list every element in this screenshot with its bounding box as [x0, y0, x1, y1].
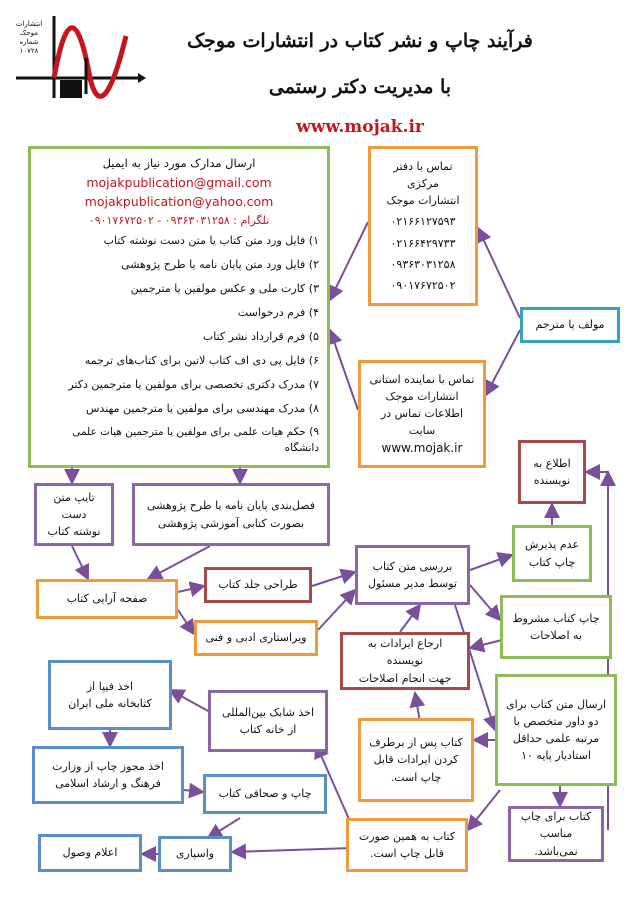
document-item: ۸) مدرک مهندسی برای مولفین یا مترجمین مهندس — [86, 401, 319, 415]
conditional-print-box — [500, 595, 612, 659]
arrow-printable-to-deposit — [232, 848, 352, 852]
cover-design-box — [204, 567, 312, 603]
chapter-division-box — [132, 483, 330, 546]
provincial-website[interactable]: www.mojak.ir — [381, 440, 463, 455]
telegram-numbers: تلگرام : ۰۹۳۶۳۰۳۱۲۵۸ - ۰۹۰۱۷۶۷۲۵۰۲ — [88, 213, 270, 227]
phone-number[interactable]: ۰۲۱۶۶۱۲۷۵۹۳ — [390, 215, 456, 229]
arrow-author-to-provincial — [486, 330, 520, 395]
required-documents-box — [28, 146, 330, 468]
print-label: چاپ و صحافی کتاب — [218, 787, 312, 801]
typing-line: نوشته کتاب — [47, 525, 101, 539]
conditional-line: به اصلاحات — [530, 629, 582, 642]
license-line: اخذ مجوز چاپ از وزارت — [52, 759, 164, 773]
document-item: ۵) فرم قرارداد نشر کتاب — [202, 329, 319, 343]
phone-number[interactable]: ۰۲۱۶۶۴۲۹۷۳۳ — [390, 236, 456, 250]
provincial-line: انتشارات موجک — [385, 389, 459, 403]
arrow-license-to-print — [184, 790, 203, 792]
manuscript-review-box — [355, 545, 470, 605]
document-item: ۴) فرم درخواست — [237, 305, 319, 319]
arrow-shabak-to-fipa — [170, 690, 210, 712]
arrow-provincial-to-docs — [330, 330, 358, 410]
announce-label: اعلام وصول — [62, 846, 118, 860]
return-line: ارجاع ایرادات به نویسنده — [367, 637, 443, 668]
printable-line: کتاب به همین صورت — [358, 829, 456, 843]
afterfix-line: کتاب پس از برطرف — [369, 736, 463, 750]
unsuitable-line: کتاب برای چاپ — [520, 810, 592, 824]
cover-label: طراحی جلد کتاب — [218, 578, 298, 592]
layout-label: صفحه آرایی کتاب — [66, 592, 148, 606]
typing-manuscript-box — [34, 483, 114, 546]
central-office-box — [368, 146, 478, 306]
page-layout-box — [36, 579, 178, 619]
shabak-line: اخذ شابک بین‌المللی — [221, 705, 315, 719]
referee-line: مرتبه علمی حداقل — [512, 732, 600, 745]
documents-title: ارسال مدارک مورد نیاز به ایمیل — [102, 156, 256, 170]
unsuitable-line: مناسب نمی‌باشد. — [534, 827, 578, 858]
arrow-central-to-docs — [330, 222, 368, 300]
arrow-review-to-conditional — [470, 585, 500, 620]
central-office-line: انتشارات موجک — [386, 194, 460, 208]
document-item: ۱) فایل ورد متن کتاب یا متن دست نوشته کتاب — [103, 233, 319, 247]
printable-after-fix-box — [358, 718, 474, 802]
logo-text-1: انتشارات — [15, 20, 43, 28]
page-title: فرآیند چاپ و نشر کتاب در انتشارات موجک — [187, 30, 533, 52]
logo-text-3: شماره — [19, 38, 39, 47]
phone-number[interactable]: ۰۹۰۱۷۶۷۲۵۰۲ — [390, 278, 456, 292]
provincial-line: اطلاعات تماس در سایت — [380, 406, 464, 437]
email-yahoo[interactable]: mojakpublication@yahoo.com — [84, 194, 274, 210]
arrow-typing-to-layout — [72, 546, 88, 579]
referee-review-box — [495, 674, 617, 786]
edit-label: ویراستاری ادبی و فنی — [205, 631, 307, 645]
print-license-box — [32, 746, 184, 804]
document-item: ۷) مدرک دکتری تخصصی برای مولفین یا مترجمین دکتر — [68, 377, 319, 391]
printing-binding-box — [203, 774, 327, 814]
provincial-representative-box — [358, 360, 486, 468]
reject-line: چاپ کتاب — [528, 555, 576, 569]
printable-line: قابل چاپ است. — [369, 847, 445, 860]
arrow-edit-to-review — [318, 590, 355, 630]
arrow-cover-to-review — [312, 572, 355, 586]
document-item: ۲) فایل ورد متن پایان نامه یا طرح پژوهشی — [121, 257, 319, 271]
arrow-review-to-reject — [470, 555, 512, 570]
logo-text-4: ۱۰۷۲۸ — [19, 47, 39, 56]
central-office-line: تماس با دفتر مرکزی — [393, 160, 453, 191]
license-line: فرهنگ و ارشاد اسلامی — [55, 777, 161, 790]
referee-line: استادیار پایه ۱۰ — [521, 749, 591, 763]
referee-line: دو داور متخصص با — [513, 714, 599, 728]
reject-line: عدم پذیرش — [524, 538, 580, 552]
fipa-box — [48, 660, 172, 730]
editing-box — [194, 620, 318, 656]
page-subtitle: با مدیریت دکتر رستمی — [268, 76, 452, 98]
document-item: ۹) حکم هیات علمی برای مولفین یا مترجمین هیات علمی دانشگاه — [72, 425, 319, 455]
notify-line: اطلاع به — [533, 456, 571, 470]
conditional-line: چاپ کتاب مشروط — [512, 611, 600, 625]
afterfix-line: چاپ است. — [390, 770, 442, 784]
arrow-layout-to-edit — [178, 610, 194, 634]
arrow-return-to-review — [400, 605, 420, 632]
author-translator-box — [520, 307, 620, 343]
return-errors-box — [340, 632, 470, 690]
isbn-box — [208, 690, 328, 752]
notify-author-box — [518, 440, 586, 504]
deposit-label: واسپاری — [175, 847, 215, 861]
referee-line: ارسال متن کتاب برای — [505, 697, 607, 711]
logo-text-2: موجک — [20, 29, 38, 38]
receipt-announcement-box — [38, 834, 142, 872]
phone-number[interactable]: ۰۹۳۶۳۰۳۱۲۵۸ — [390, 257, 456, 271]
email-gmail[interactable]: mojakpublication@gmail.com — [86, 174, 272, 190]
arrow-print-to-deposit — [208, 818, 240, 838]
document-item: ۳) کارت ملی و عکس مولفین یا مترجمین — [130, 281, 319, 295]
chapter-line: فصل‌بندی پایان نامه یا طرح پژوهشی — [146, 499, 316, 513]
review-line: بررسی متن کتاب — [372, 559, 453, 573]
notify-line: نویسنده — [533, 474, 571, 487]
chapter-line: بصورت کتابی آموزشی پژوهشی — [157, 516, 305, 530]
afterfix-line: کردن ایرادات قابل — [373, 753, 459, 767]
typing-line: تایپ متن دست — [53, 490, 95, 521]
printable-as-is-box — [346, 818, 468, 872]
shabak-line: از خانه کتاب — [239, 723, 297, 736]
arrow-conditional-to-return — [470, 640, 502, 648]
review-line: توسط مدیر مسئول — [368, 577, 457, 590]
document-item: ۶) فایل پی دی اف کتاب لاتین برای کتاب‌های ترجمه — [84, 353, 319, 367]
website-link[interactable]: www.mojak.ir — [296, 117, 424, 137]
provincial-line: تماس با نماینده استانی — [369, 372, 475, 386]
arrow-chapter-to-layout — [148, 546, 210, 579]
fipa-line: اخذ فیپا از — [86, 679, 134, 693]
arrow-layout-to-cover — [178, 586, 204, 592]
deposit-box — [158, 836, 232, 872]
unsuitable-book-box — [508, 806, 604, 862]
author-label: مولف یا مترجم — [535, 318, 605, 332]
fipa-line: کتابخانه ملی ایران — [68, 697, 152, 710]
return-line: جهت انجام اصلاحات — [358, 671, 452, 685]
rejection-box — [512, 525, 592, 582]
arrow-author-to-central — [478, 228, 520, 318]
